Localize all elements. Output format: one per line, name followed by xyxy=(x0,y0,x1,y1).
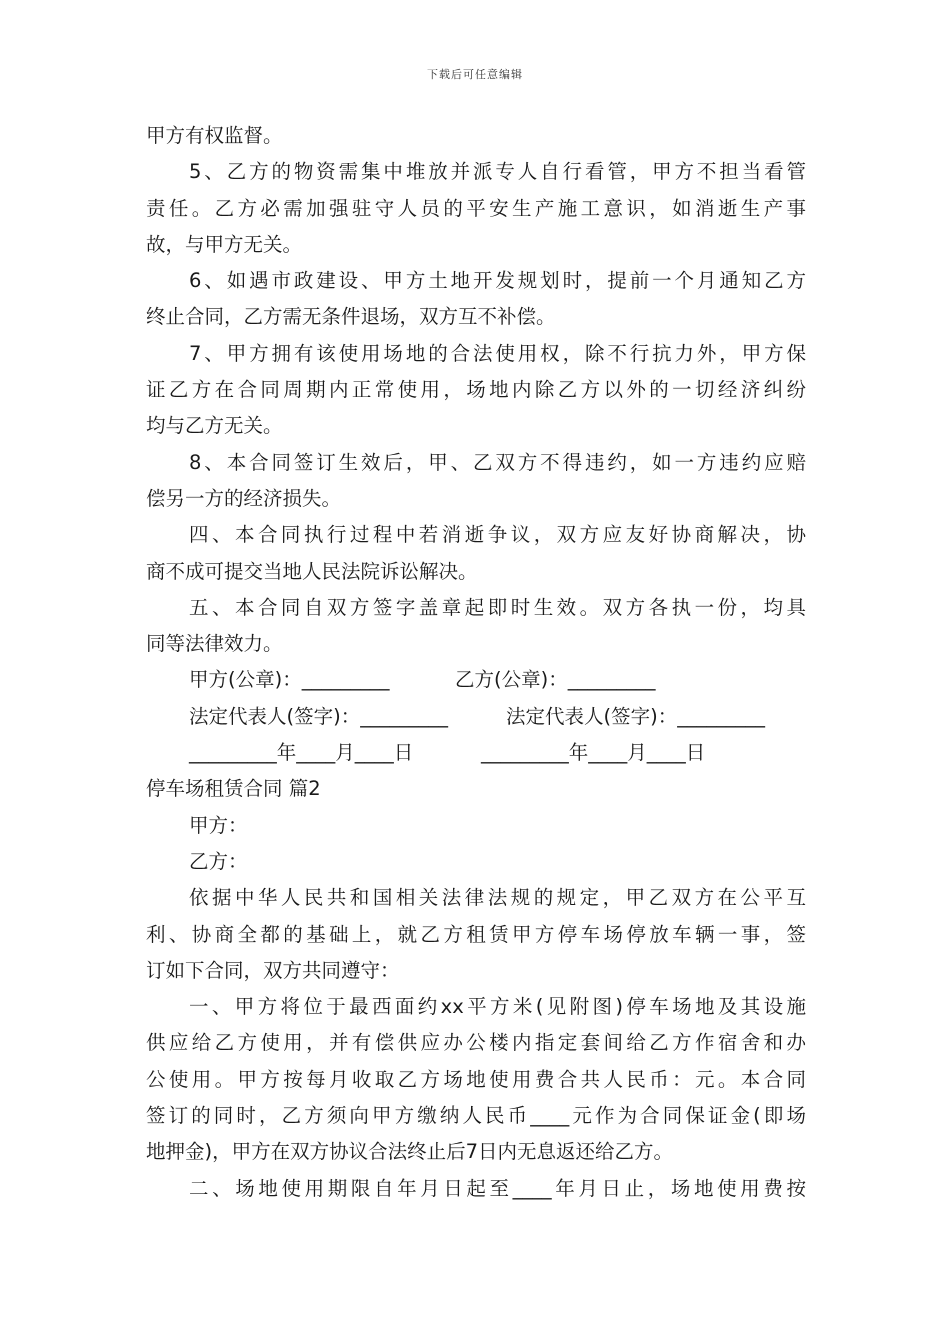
paragraph-line: 供应给乙方使用，并有偿供应办公楼内指定套间给乙方作宿舍和办 xyxy=(146,1031,806,1055)
paragraph-line: 五、本合同自双方签字盖章起即时生效。双方各执一份，均具 xyxy=(189,595,806,619)
party-a-label: 甲方： xyxy=(189,813,248,837)
rep-a-signature: 法定代表人(签字)：_________ xyxy=(189,704,448,728)
party-b-label: 乙方： xyxy=(189,849,248,873)
page-header: 下载后可任意编辑 xyxy=(427,68,523,81)
signature-seal-row xyxy=(146,662,806,698)
paragraph-line: 7、甲方拥有该使用场地的合法使用权，除不行抗力外，甲方保 xyxy=(189,341,806,365)
paragraph-line: 签订的同时，乙方须向甲方缴纳人民币____元作为合同保证金(即场 xyxy=(146,1104,806,1128)
paragraph-line: 四、本合同执行过程中若消逝争议，双方应友好协商解决，协 xyxy=(189,523,806,547)
rep-b-signature: 法定代表人(签字)：_________ xyxy=(506,704,765,728)
paragraph-line: 依据中华人民共和国相关法律法规的规定，甲乙双方在公平互 xyxy=(189,886,806,910)
document-body xyxy=(146,118,806,1207)
paragraph-line: 商不成可提交当地人民法院诉讼解决。 xyxy=(146,559,478,583)
paragraph-line: 地押金)，甲方在双方协议合法终止后7日内无息返还给乙方。 xyxy=(146,1140,674,1164)
paragraph-line: 责任。乙方必需加强驻守人员的平安生产施工意识，如消逝生产事 xyxy=(146,196,806,220)
paragraph-line: 终止合同，乙方需无条件退场，双方互不补偿。 xyxy=(146,305,556,329)
signature-date-row xyxy=(146,735,806,771)
paragraph-line: 证乙方在合同周期内正常使用，场地内除乙方以外的一切经济纠纷 xyxy=(146,378,806,402)
signature-rep-row xyxy=(146,699,806,735)
paragraph-line: 偿另一方的经济损失。 xyxy=(146,486,342,510)
party-a-seal: 甲方(公章)：_________ xyxy=(189,668,390,692)
paragraph-line: 6、如遇市政建设、甲方土地开发规划时，提前一个月通知乙方 xyxy=(189,269,806,293)
paragraph-line: 一、甲方将位于最西面约xx平方米(见附图)停车场地及其设施 xyxy=(189,995,806,1019)
paragraph-line: 订如下合同，双方共同遵守： xyxy=(146,958,400,982)
date-a: _________年____月____日 xyxy=(189,741,414,765)
text-line: 甲方有权监督。 xyxy=(146,124,283,147)
paragraph-line: 故，与甲方无关。 xyxy=(146,232,303,256)
party-b-seal: 乙方(公章)：_________ xyxy=(455,668,656,692)
paragraph-line: 利、协商全都的基础上，就乙方租赁甲方停车场停放车辆一事，签 xyxy=(146,922,806,946)
paragraph-line: 均与乙方无关。 xyxy=(146,414,283,438)
paragraph-line: 二、场地使用期限自年月日起至____年月日止，场地使用费按 xyxy=(189,1176,806,1200)
paragraph-line: 同等法律效力。 xyxy=(146,632,283,656)
date-b: _________年____月____日 xyxy=(481,741,706,765)
paragraph-line: 5、乙方的物资需集中堆放并派专人自行看管，甲方不担当看管 xyxy=(189,160,806,184)
section-title: 停车场租赁合同 篇2 xyxy=(146,777,321,801)
paragraph-line: 8、本合同签订生效后，甲、乙双方不得违约，如一方违约应赔 xyxy=(189,450,806,474)
paragraph-line: 公使用。甲方按每月收取乙方场地使用费合共人民币：元。本合同 xyxy=(146,1067,806,1091)
